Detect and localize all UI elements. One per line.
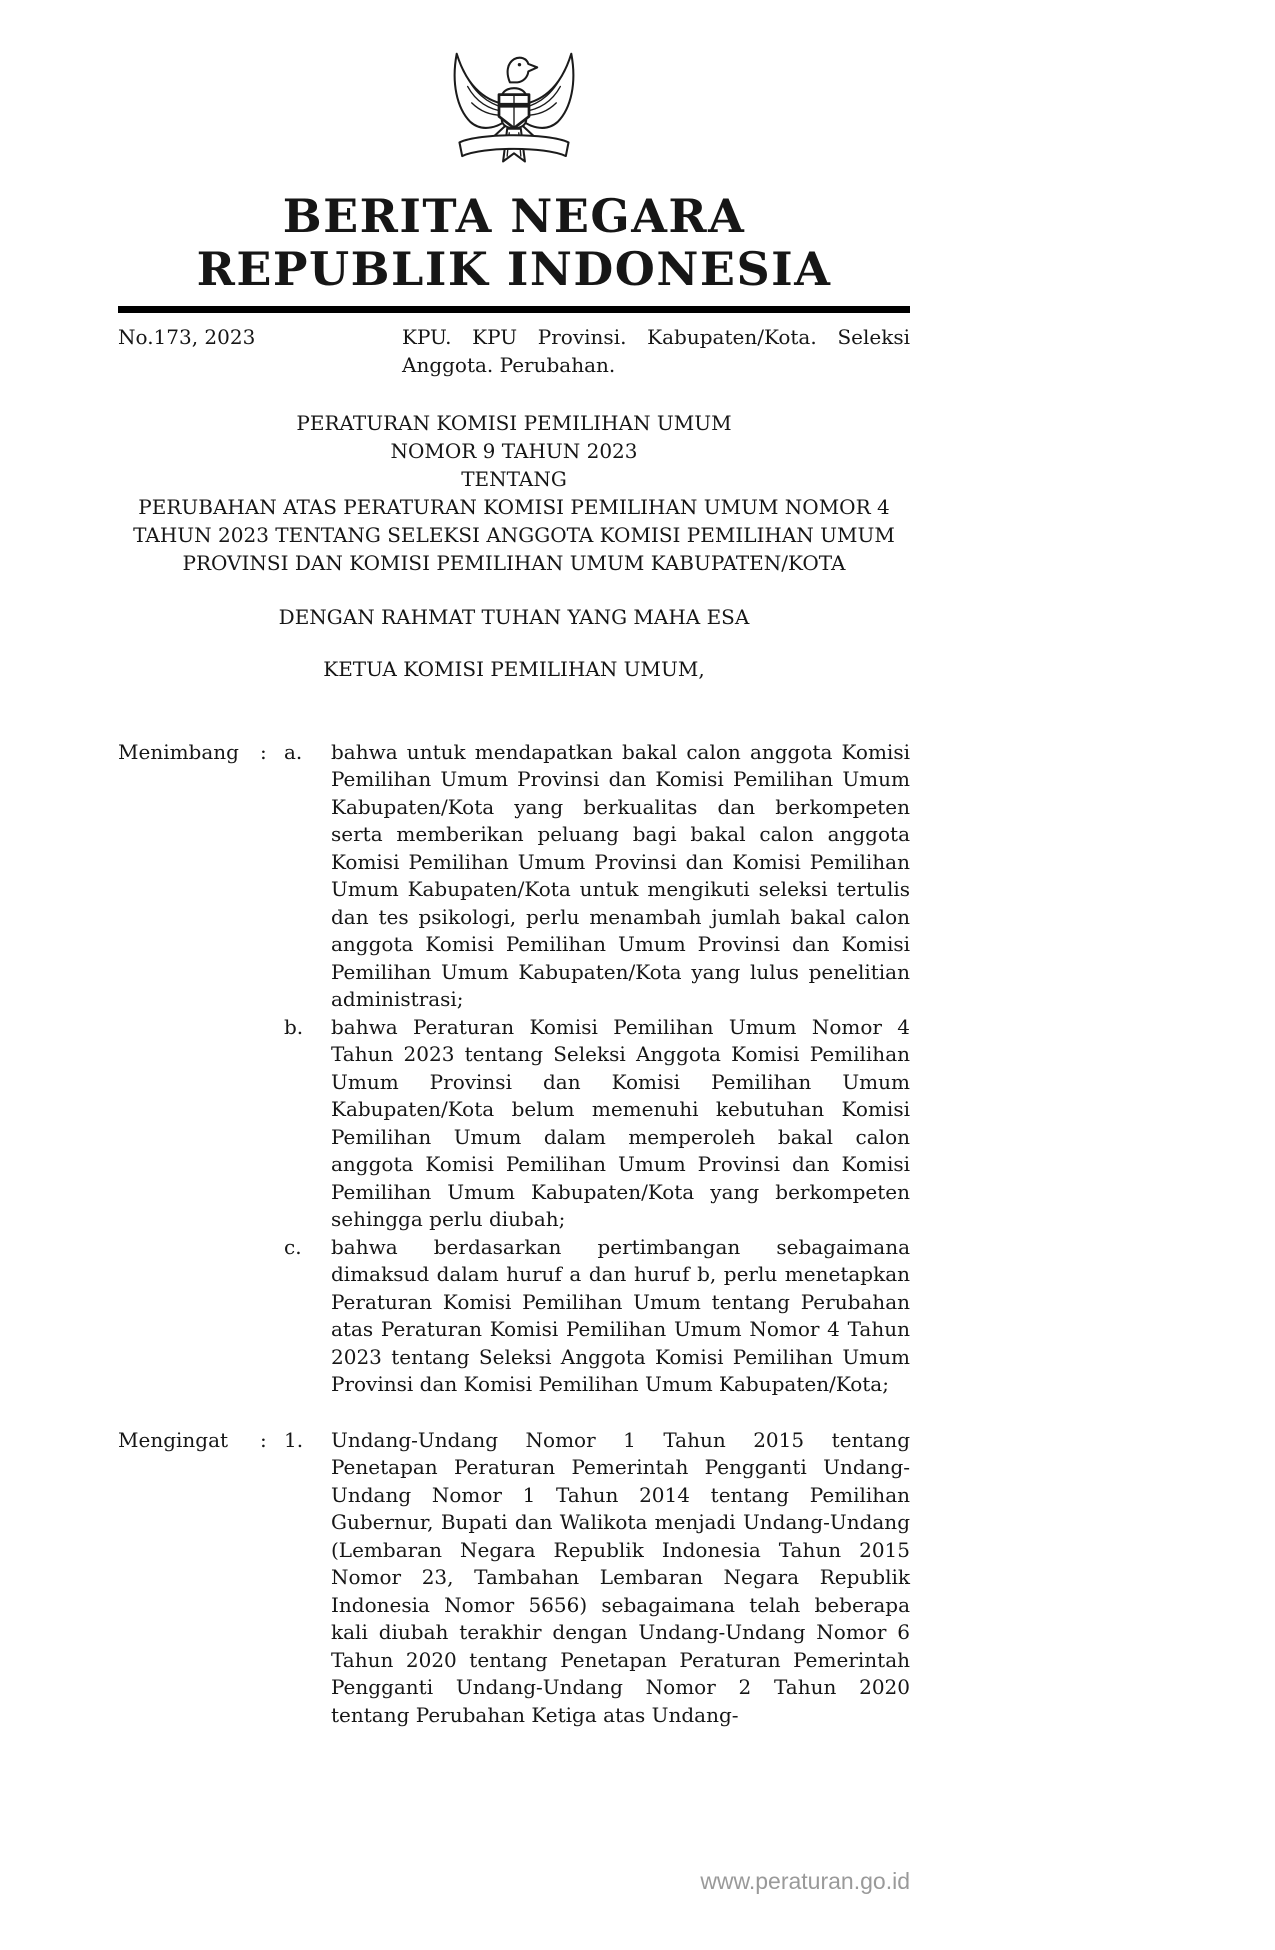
- footer-watermark: www.peraturan.go.id: [700, 1868, 910, 1894]
- regulation-subject: PERUBAHAN ATAS PERATURAN KOMISI PEMILIHAN UMUM NOMOR 4 TAHUN 2023 TENTANG SELEKSI ANGGOTA KOMISI PEMILIHAN UMUM PROVINSI DAN KOMISI PEMILIHAN UMUM KABUPATEN/KOTA: [133, 494, 895, 575]
- regulation-title-block: [118, 409, 910, 577]
- item-text-1: Undang-Undang Nomor 1 Tahun 2015 tentang Penetapan Peraturan Pemerintah Pengganti Undang-Undang Nomor 1 Tahun 2014 tentang Pemilihan Gubernur, Bupati dan Walikota menjadi Undang-Undang (Lembaran Negara Republik Indonesia Tahun 2015 Nomor 23, Tambahan Lembaran Negara Republik Indonesia Nomor 5656) sebagaimana telah beberapa kali diubah terakhir dengan Undang-Undang Nomor 6 Tahun 2020 tentang Penetapan Peraturan Pemerintah Pengganti Undang-Undang Nomor 2 Tahun 2020 tentang Perubahan Ketiga atas Undang-: [331, 1427, 910, 1727]
- considering-item-b: [118, 1014, 910, 1234]
- garuda-pancasila-icon: [439, 40, 589, 180]
- gazette-number: No.173, 2023: [118, 324, 256, 349]
- considering-colon: :: [260, 739, 267, 764]
- official-title: KETUA KOMISI PEMILIHAN UMUM,: [323, 656, 705, 681]
- item-marker-c: c.: [284, 1234, 302, 1259]
- considering-item-c: [118, 1234, 910, 1399]
- emblem-container: [118, 0, 910, 184]
- considering-label: Menimbang: [118, 739, 239, 764]
- invocation-line: DENGAN RAHMAT TUHAN YANG MAHA ESA: [278, 604, 750, 629]
- document-page: [118, 0, 910, 1729]
- gazette-subject: KPU. KPU Provinsi. Kabupaten/Kota. Seleksi Anggota. Perubahan.: [402, 324, 910, 377]
- item-marker-b: b.: [284, 1014, 304, 1039]
- item-marker-1: 1.: [284, 1427, 304, 1452]
- gazette-title: [118, 190, 910, 297]
- regulation-tentang: TENTANG: [461, 466, 567, 491]
- item-text-a: bahwa untuk mendapatkan bakal calon anggota Komisi Pemilihan Umum Provinsi dan Komisi Pemilihan Umum Kabupaten/Kota yang berkualitas dan berkompeten serta memberikan peluang bagi bakal calon anggota Komisi Pemilihan Umum Provinsi dan Komisi Pemilihan Umum Kabupaten/Kota untuk mengikuti seleksi tertulis dan tes psikologi, perlu menambah jumlah bakal calon anggota Komisi Pemilihan Umum Provinsi dan Komisi Pemilihan Umum Kabupaten/Kota yang lulus penelitian administrasi;: [331, 739, 910, 1012]
- regulation-number: NOMOR 9 TAHUN 2023: [390, 438, 638, 463]
- legal-basis-colon: :: [260, 1427, 267, 1452]
- gazette-title-line2: REPUBLIK INDONESIA: [196, 242, 832, 297]
- gazette-title-line1: BERITA NEGARA: [282, 189, 746, 243]
- masthead-divider: [118, 306, 910, 313]
- item-marker-a: a.: [284, 739, 303, 764]
- considering-item-a: [118, 739, 910, 1014]
- legal-basis-label: Mengingat: [118, 1427, 229, 1452]
- masthead-row: [118, 323, 910, 379]
- item-text-c: bahwa berdasarkan pertimbangan sebagaimana dimaksud dalam huruf a dan huruf b, perlu menetapkan Peraturan Komisi Pemilihan Umum tentang Perubahan atas Peraturan Komisi Pemilihan Umum Nomor 4 Tahun 2023 tentang Seleksi Anggota Komisi Pemilihan Umum Provinsi dan Komisi Pemilihan Umum Kabupaten/Kota;: [331, 1234, 910, 1397]
- regulation-type: PERATURAN KOMISI PEMILIHAN UMUM: [296, 410, 732, 435]
- item-text-b: bahwa Peraturan Komisi Pemilihan Umum Nomor 4 Tahun 2023 tentang Seleksi Anggota Komisi Pemilihan Umum Provinsi dan Komisi Pemilihan Umum Kabupaten/Kota belum memenuhi kebutuhan Komisi Pemilihan Umum dalam memperoleh bakal calon anggota Komisi Pemilihan Umum Provinsi dan Komisi Pemilihan Umum Kabupaten/Kota yang berkompeten sehingga perlu diubah;: [331, 1014, 910, 1232]
- legal-basis-item-1: [118, 1427, 910, 1730]
